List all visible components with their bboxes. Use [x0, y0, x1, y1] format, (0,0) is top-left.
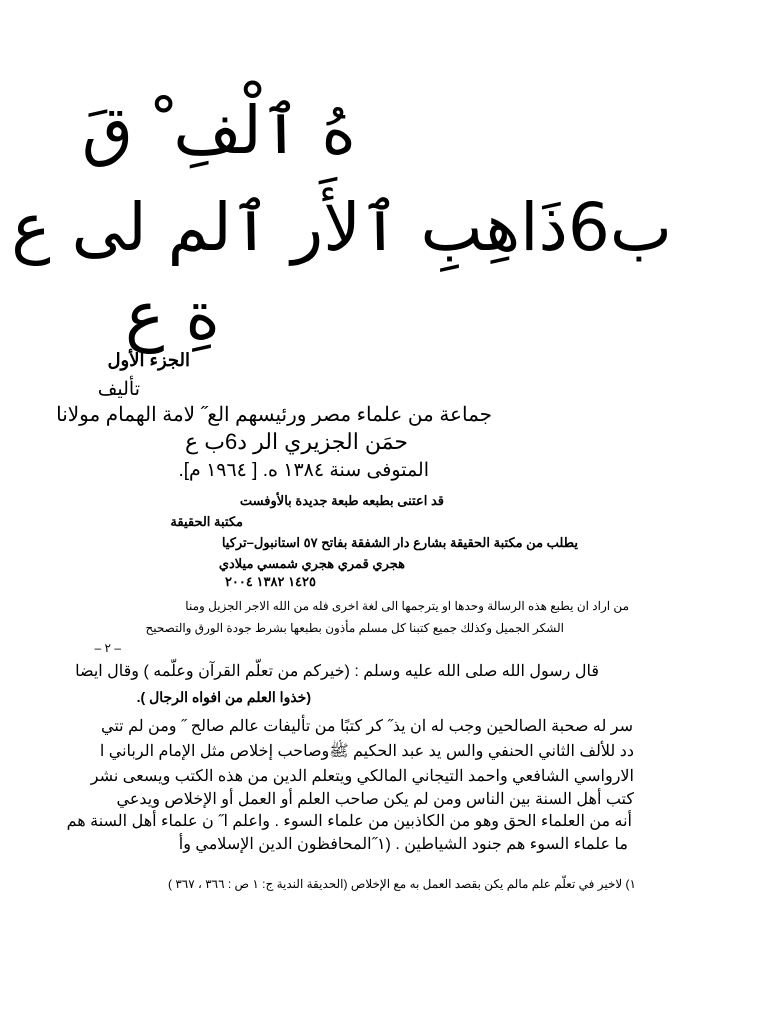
body-line-4: كتب أهل السنة بين الناس ومن لم يكن صاحب العلم أو العمل أو الإخلاص ويدعي [116, 791, 634, 808]
footnote: ١) لاخير في تعلّم علم مالم يكن بقصد العمل به مع الإخلاص (الحديقة الندية ج: ١ ص : ٣٦٦ ، ٣٦٧ ) [167, 877, 636, 891]
body-line-2: دد للألف الثاني الحنفي والس يد عبد الحكيم ﷺوصاحب إخلاص مثل الإمام الرباني ا [99, 743, 634, 760]
publication-years: ١٤٢٥ ١٣٨٢ ٢٠٠٤ [224, 574, 316, 589]
title-line-2: ب6ذَاهِبِ ٱلأَر ٱلم لى ع [11, 189, 672, 266]
hadith-line-1: قال رسول الله صلى الله عليه وسلم : (خيركم من تعلّم القرآن وعلّمه ) وقال ايضا [75, 663, 599, 680]
permission-line-1: من اراد ان يطبع هذه الرسالة وحدها او يترجمها الى لغة اخرى فله من الله الاجر الجزيل ومنا [185, 599, 629, 613]
publisher-address: يطلب من مكتبة الحقيقة بشارع دار الشفقة بفاتح ٥٧ استانبول–تركيا [221, 535, 578, 550]
author-death-date: المتوفى سنة ١٣٨٤ ه. [ ١٩٦٤ م]. [178, 460, 429, 481]
hadith-line-2: (خذوا العلم من افواه الرجال ). [136, 689, 311, 705]
body-line-5: أنه من العلماء الحق وهو من الكاذبين من علماء السوء . واعلم ا˝ ن علماء أهل السنة هم [66, 813, 632, 830]
title-line-3: ةِ ع [125, 277, 220, 354]
permission-line-2: الشكر الجميل وكذلك جميع كتبنا كل مسلم مأذون بطبعها بشرط جودة الورق والتصحيح [145, 621, 564, 635]
author-name: حمَن الجزيري الر د6ب ع [185, 429, 408, 454]
calendar-labels: هجري قمري هجري شمسي ميلادي [218, 556, 405, 571]
title-line-1: هُ ٱلْفِ ْ قَ [81, 92, 356, 169]
body-line-1: سر له صحبة الصالحين وجب له ان يذ˝ كر كتبًا من تأليفات عالم صالح ˝ ومن لم تتي [101, 718, 633, 735]
reprint-note: قد اعتنى بطبعه طبعة جديدة بالأوفست [239, 493, 444, 508]
page-number: – ٢ – [94, 641, 121, 655]
body-line-3: الارواسي الشافعي واحمد التيجاني المالكي ويتعلم الدين من هذه الكتب ويسعى نشر [90, 768, 634, 785]
part-heading: الجزء الأول [107, 350, 190, 370]
body-line-6: ما علماء السوء هم جنود الشياطين . (١˝المحافظون الدين الإسلامي وأ [178, 836, 628, 853]
authorship-label: تأليف [97, 379, 140, 400]
authors-group: جماعة من علماء مصر ورئيسهم الع˝ لامة الهمام مولانا [56, 404, 492, 426]
publisher-name: مكتبة الحقيقة [170, 514, 243, 529]
